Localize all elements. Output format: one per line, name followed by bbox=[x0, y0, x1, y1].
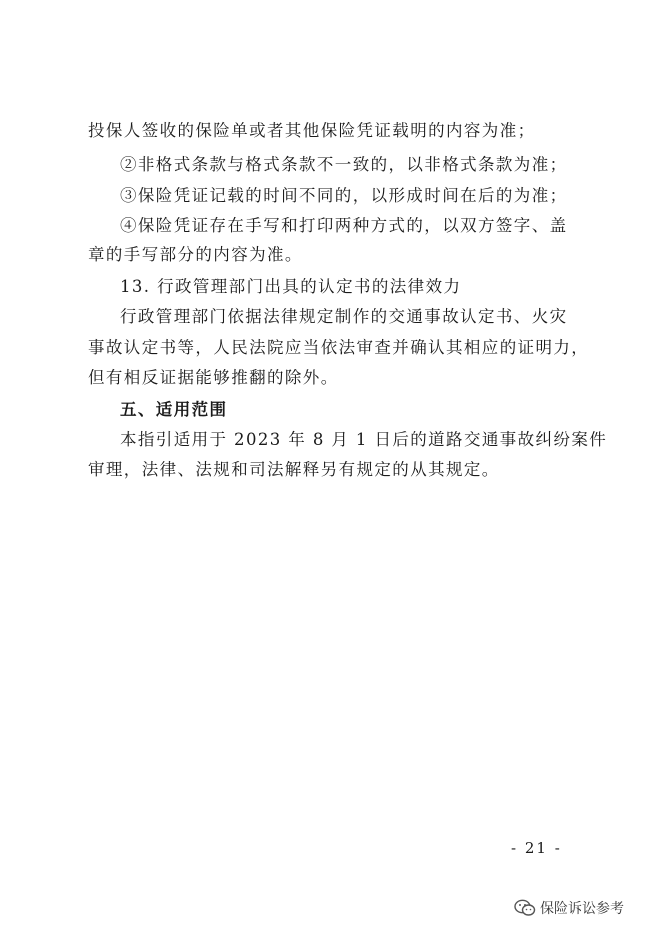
section-heading-13: 13. 行政管理部门出具的认定书的法律效力 bbox=[120, 277, 462, 296]
body-line-5: 章的手写部分的内容为准。 bbox=[88, 245, 303, 264]
body-line-2: ②非格式条款与格式条款不一致的，以非格式条款为准； bbox=[120, 155, 568, 174]
body-line-1: 投保人签收的保险单或者其他保险凭证载明的内容为准； bbox=[88, 121, 536, 140]
watermark-text: 保险诉讼参考 bbox=[540, 901, 624, 917]
body-line-8: 事故认定书等，人民法院应当依法审查并确认其相应的证明力， bbox=[88, 338, 590, 357]
body-line-9: 但有相反证据能够推翻的除外。 bbox=[88, 368, 339, 387]
body-line-4: ④保险凭证存在手写和打印两种方式的，以双方签字、盖 bbox=[120, 216, 568, 235]
wechat-icon bbox=[514, 899, 536, 917]
body-line-7: 行政管理部门依据法律规定制作的交通事故认定书、火灾 bbox=[120, 307, 568, 326]
body-line-3: ③保险凭证记载的时间不同的，以形成时间在后的为准； bbox=[120, 186, 568, 205]
body-line-12: 审理，法律、法规和司法解释另有规定的从其规定。 bbox=[88, 460, 500, 479]
section-heading-scope: 五、适用范围 bbox=[120, 400, 228, 419]
page-number: - 21 - bbox=[511, 839, 562, 857]
body-line-11: 本指引适用于 2023 年 8 月 1 日后的道路交通事故纠纷案件 bbox=[120, 430, 608, 449]
watermark bbox=[514, 897, 624, 919]
